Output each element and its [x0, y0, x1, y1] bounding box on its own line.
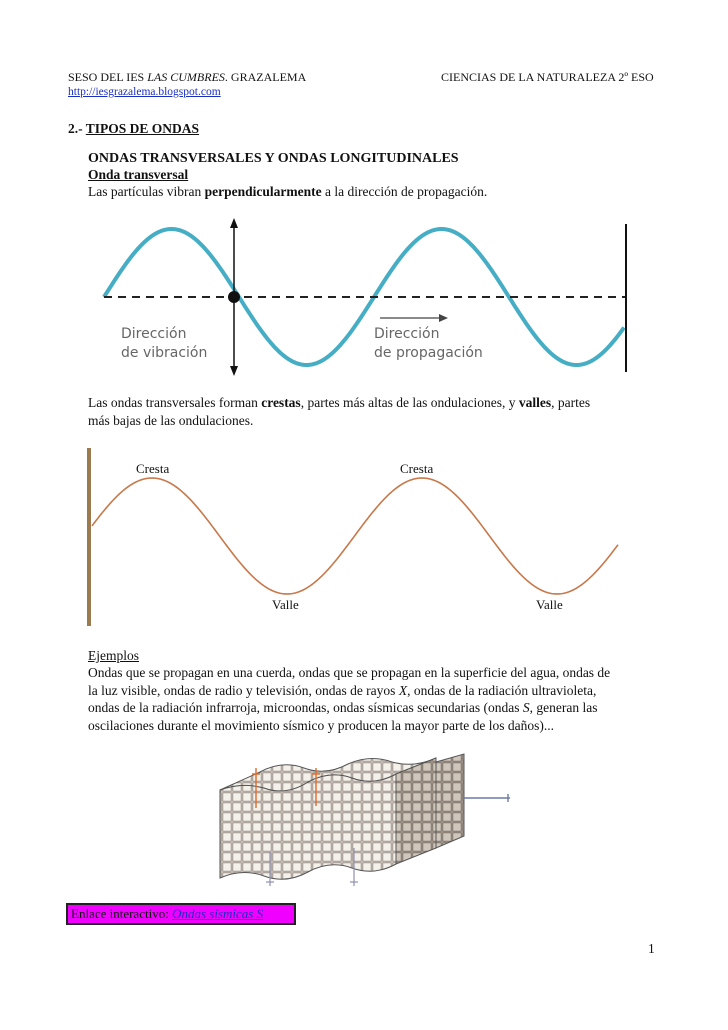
- interactive-link-box: [66, 903, 296, 925]
- examples-title: Ejemplos: [88, 648, 139, 663]
- subsection-heading: ONDAS TRANSVERSALES Y ONDAS LONGITUDINALES: [88, 151, 459, 166]
- seismic-s-wave-illustration: [212, 752, 532, 892]
- section-title-text: TIPOS DE ONDAS: [85, 121, 200, 136]
- propagation-arrow-head: [439, 314, 448, 322]
- block-side-face: [396, 758, 436, 864]
- page-number: 1: [648, 941, 655, 956]
- examples-line-2-end: , ondas de la radiación ultravioleta,: [407, 682, 597, 698]
- crest-label-2: Cresta: [400, 461, 434, 476]
- examples-line-3: ondas de la radiación infrarroja, microondas, ondas sísmicas secundarias (ondas: [88, 700, 523, 715]
- crests-text-3: , partes: [551, 395, 591, 410]
- crest-valley-wave: [92, 478, 618, 594]
- propagation-label-2: de propagación: [374, 345, 483, 361]
- transverse-wave-diagram: [90, 212, 650, 382]
- crests-valleys-paragraph: [88, 394, 590, 429]
- crests-word: crestas: [261, 395, 301, 410]
- subsection-subheading: Onda transversal: [88, 167, 189, 182]
- block-front-face: [220, 774, 396, 879]
- valley-label-2: Valle: [536, 597, 563, 612]
- crest-valley-diagram: [86, 448, 626, 628]
- s-waves-link[interactable]: Ondas sísmicas S: [172, 906, 264, 921]
- header-subject: CIENCIAS DE LA NATURALEZA 2º ESO: [441, 70, 654, 84]
- x-rays-letter: X: [398, 682, 408, 698]
- examples-line-3-end: , generan las: [529, 700, 598, 715]
- examples-line-2: la luz visible, ondas de radio y televisión, ondas de rayos: [88, 682, 399, 698]
- section-title: [68, 121, 199, 137]
- section-number: 2.-: [68, 121, 86, 136]
- block-tail: [436, 754, 464, 848]
- definition-post: a la dirección de propagación.: [321, 184, 488, 199]
- propagation-label-1: Dirección: [374, 326, 440, 342]
- examples-line-4: oscilaciones durante el movimiento sísmico y producen la mayor parte de los daños)...: [88, 717, 555, 733]
- crests-text-1: Las ondas transversales forman: [88, 395, 262, 410]
- crests-text-line2: más bajas de las ondulaciones.: [88, 412, 254, 428]
- header-school: SESO DEL IES: [68, 70, 148, 84]
- valleys-word: valles: [518, 395, 552, 410]
- definition-pre: Las partículas vibran: [88, 184, 205, 199]
- vibration-label-2: de vibración: [121, 345, 208, 361]
- definition-bold: perpendicularmente: [204, 184, 322, 199]
- vibration-arrow-down-head: [230, 366, 238, 376]
- blog-link[interactable]: http://iesgrazalema.blogspot.com: [68, 86, 221, 98]
- particle-dot: [228, 291, 240, 303]
- examples-line-1: Ondas que se propagan en una cuerda, ondas que se propagan en la superficie del agua, ondas de: [88, 665, 611, 680]
- interactive-link-label: Enlace interactivo:: [71, 906, 173, 921]
- valley-label-1: Valle: [272, 597, 299, 612]
- header-left: [68, 70, 306, 85]
- header-school-name: LAS CUMBRES: [147, 70, 225, 84]
- vibration-arrow-up-head: [230, 218, 238, 228]
- crest-label-1: Cresta: [136, 461, 170, 476]
- vibration-label-1: Dirección: [121, 326, 187, 342]
- examples-paragraph: [88, 664, 610, 734]
- crests-text-2: , partes más altas de las ondulaciones, y: [300, 395, 519, 410]
- header-town: . GRAZALEMA: [224, 70, 307, 84]
- transverse-definition: [88, 183, 487, 201]
- s-waves-letter: S: [522, 700, 530, 715]
